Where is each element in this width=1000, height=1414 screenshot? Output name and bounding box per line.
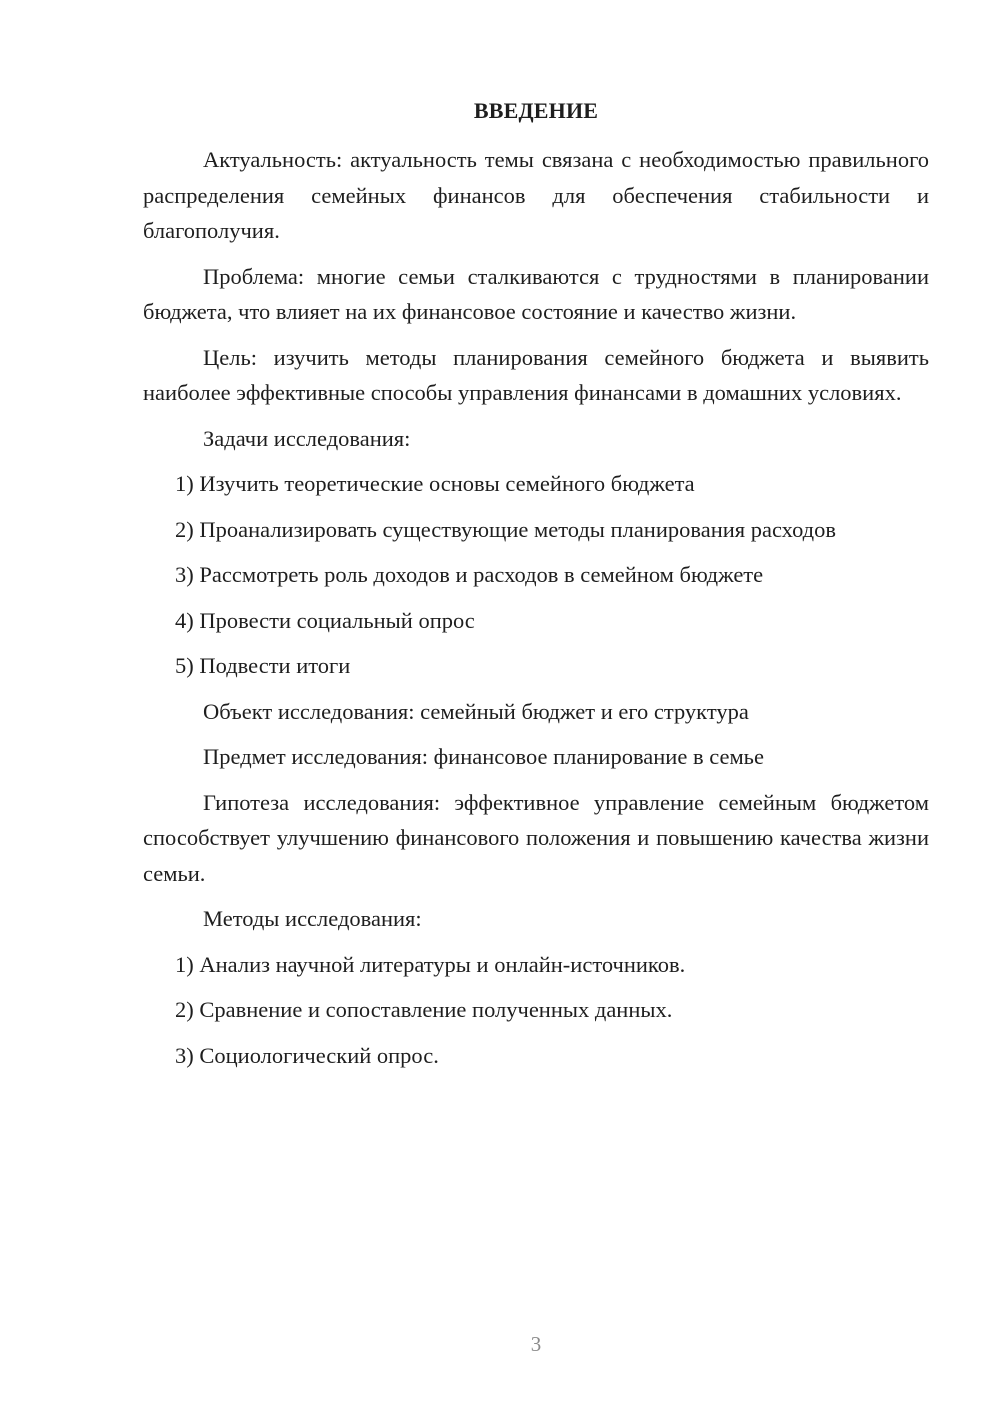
hypothesis-paragraph: Гипотеза исследования: эффективное управление семейным бюджетом способствует улучшению финансового положения и повышению качества жизни семьи. xyxy=(143,789,929,886)
page-number: 3 xyxy=(530,1332,542,1356)
section-heading: ВВЕДЕНИЕ xyxy=(473,98,599,123)
method-item: 2) Сравнение и сопоставление полученных данных. xyxy=(175,997,673,1022)
research-subject: Предмет исследования: финансовое планирование в семье xyxy=(203,744,764,769)
task-item: 3) Рассмотреть роль доходов и расходов в семейном бюджете xyxy=(175,562,764,587)
actuality-paragraph: Актуальность: актуальность темы связана с необходимостью правильного распределения семейных финансов для обеспечения стабильности и благополучия. xyxy=(143,147,929,243)
research-object: Объект исследования: семейный бюджет и его структура xyxy=(203,698,749,724)
tasks-heading: Задачи исследования: xyxy=(203,425,411,451)
method-item: 3) Социологический опрос. xyxy=(175,1042,439,1068)
document-body xyxy=(143,142,929,1083)
problem-paragraph: Проблема: многие семьи сталкиваются с трудностями в планировании бюджета, что влияет на их финансовое состояние и качество жизни. xyxy=(143,263,929,324)
task-item: 1) Изучить теоретические основы семейного бюджета xyxy=(175,471,695,496)
goal-paragraph: Цель: изучить методы планирования семейного бюджета и выявить наиболее эффективные способы управления финансами в домашних условиях. xyxy=(143,344,929,405)
method-item: 1) Анализ научной литературы и онлайн-источников. xyxy=(175,951,686,977)
task-item: 4) Провести социальный опрос xyxy=(175,607,475,633)
task-item: 2) Проанализировать существующие методы планирования расходов xyxy=(175,516,837,542)
methods-heading: Методы исследования: xyxy=(203,906,422,931)
task-item: 5) Подвести итоги xyxy=(175,653,351,678)
